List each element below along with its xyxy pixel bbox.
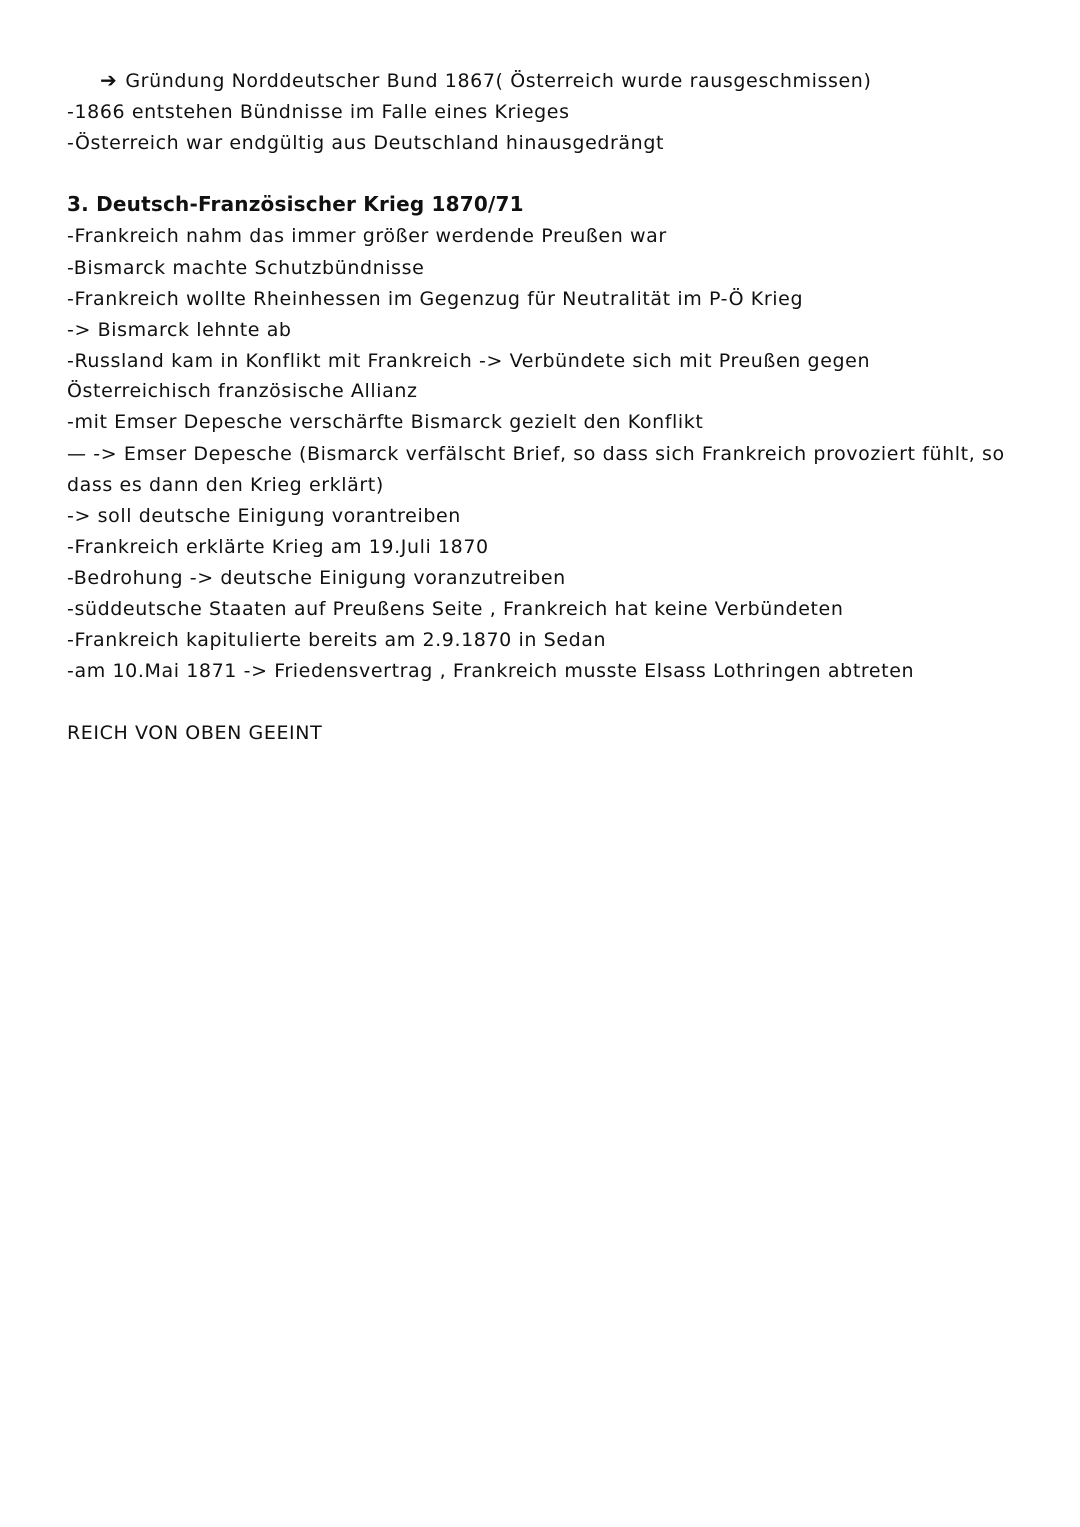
note-line: -Österreich war endgültig aus Deutschland hinausgedrängt (67, 132, 665, 154)
note-line: -mit Emser Depesche verschärfte Bismarck gezielt den Konflikt (67, 411, 704, 433)
note-line: -Bedrohung -> deutsche Einigung voranzutreiben (67, 567, 566, 589)
note-line: -Frankreich wollte Rheinhessen im Gegenzug für Neutralität im P-Ö Krieg (67, 288, 804, 310)
note-line: -Frankreich nahm das immer größer werdende Preußen war (67, 225, 667, 247)
note-line: -1866 entstehen Bündnisse im Falle eines Krieges (67, 101, 570, 123)
note-line: -süddeutsche Staaten auf Preußens Seite , Frankreich hat keine Verbündeten (67, 598, 844, 620)
note-text: Gründung Norddeutscher Bund 1867( Österreich wurde rausgeschmissen) (125, 70, 872, 92)
note-line: -> soll deutsche Einigung vorantreiben (67, 505, 461, 527)
section-heading: 3. Deutsch-Französischer Krieg 1870/71 (67, 192, 524, 216)
right-arrow-icon: ➔ (100, 68, 118, 92)
note-line: dass es dann den Krieg erklärt) (67, 474, 384, 496)
note-line-founding (100, 66, 871, 95)
closing-statement: REICH VON OBEN GEEINT (67, 722, 323, 744)
note-line: -Russland kam in Konflikt mit Frankreich -> Verbündete sich mit Preußen gegen (67, 350, 871, 372)
note-line: -Frankreich erklärte Krieg am 19.Juli 1870 (67, 536, 489, 558)
note-line: -> Bismarck lehnte ab (67, 319, 292, 341)
note-line: — -> Emser Depesche (Bismarck verfälscht Brief, so dass sich Frankreich provoziert fühlt, so (67, 443, 1005, 465)
note-line: -Frankreich kapitulierte bereits am 2.9.1870 in Sedan (67, 629, 607, 651)
note-line: -am 10.Mai 1871 -> Friedensvertrag , Frankreich musste Elsass Lothringen abtreten (67, 660, 915, 682)
note-line: Österreichisch französische Allianz (67, 380, 418, 402)
note-line: -Bismarck machte Schutzbündnisse (67, 257, 425, 279)
